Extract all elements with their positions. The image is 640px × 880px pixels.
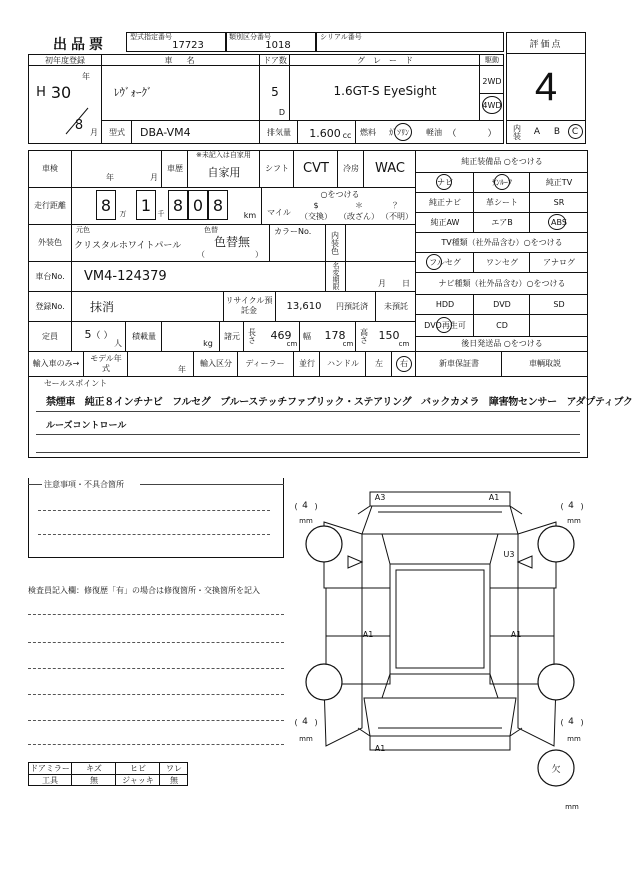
model-value: DBA-VM4 — [140, 125, 191, 139]
equip-sunroof-circle — [494, 174, 510, 190]
sales-line-2: ルーズコントロール — [46, 420, 127, 431]
legend-mirror: ドアミラー — [30, 763, 70, 773]
usage-label: 車歴 — [167, 164, 183, 173]
legend-tools-label: 工具 — [42, 775, 58, 785]
mileage-circle-note: ○をつける — [320, 189, 360, 199]
type-number-label: 型式指定番号 — [130, 32, 172, 41]
damage-right-front-fender: U3 — [503, 549, 515, 559]
later-manual[interactable]: 車輌取説 — [529, 359, 561, 368]
damage-rear-bumper: A1 — [374, 743, 386, 753]
recycle-value: 13,610 — [286, 300, 322, 312]
meigi-month: 月 — [378, 278, 386, 288]
drive-2wd[interactable]: 2WD — [482, 76, 502, 86]
length-value: 469 — [270, 328, 292, 342]
equip-leather[interactable]: 革シート — [486, 197, 518, 207]
mileage-digit-5: 8 — [212, 195, 224, 215]
nav-dvd-play[interactable]: DVD再生可 — [424, 320, 466, 330]
mileage-exchange-sym: $ — [313, 200, 319, 210]
nav-header: ナビ種類（社外品含む）○をつける — [438, 278, 566, 288]
first-reg-era: H — [36, 84, 46, 100]
front-left-wheel — [306, 526, 342, 562]
interior-color-label: 内装色 — [330, 231, 340, 255]
equip-abs[interactable]: ABS — [551, 217, 567, 227]
tire-fr-paren-l: ( — [560, 501, 564, 511]
tv-oneseg[interactable]: ワンセグ — [486, 257, 518, 267]
nav-dvd-play-circle — [436, 317, 452, 333]
tire-rl-unit: mm — [299, 735, 313, 743]
equip-navi-circle — [436, 174, 452, 190]
shift-label: シフト — [265, 164, 289, 173]
usage-value: 自家用 — [207, 166, 241, 179]
doors-value: 5 — [271, 85, 279, 99]
first-reg-month: 8 — [74, 117, 84, 133]
fuel-label: 燃料 — [360, 127, 376, 137]
recycle-label: リサイクル預託金 — [225, 296, 273, 315]
reg-label: 登録No. — [35, 301, 65, 311]
length-label: 長さ — [247, 328, 257, 344]
inspection-month: 月 — [150, 172, 158, 182]
damage-front-bumper-left: A3 — [374, 492, 386, 502]
meigi-day: 日 — [402, 278, 410, 288]
nav-sd[interactable]: SD — [553, 299, 565, 309]
form-title: 出品票 — [53, 37, 107, 53]
rear-left-wheel — [306, 664, 342, 700]
nav-dvd[interactable]: DVD — [493, 299, 511, 309]
model-year-unit: 年 — [178, 364, 186, 374]
spare-unit: mm — [565, 803, 579, 811]
equip-sunroof[interactable]: ｻﾝﾙｰﾌ — [492, 177, 512, 187]
legend-tools-value: 無 — [90, 775, 98, 785]
capacity-paren-l: （ — [91, 330, 101, 341]
legend-break: ワレ — [166, 763, 182, 773]
height-value: 150 — [378, 328, 400, 342]
ac-value: WAC — [375, 161, 405, 176]
legend-crack: ヒビ — [130, 763, 146, 773]
mileage-unknown[interactable]: （不明） — [381, 211, 413, 221]
equip-navi[interactable]: ナビ — [437, 177, 453, 187]
tire-rr-unit: mm — [567, 735, 581, 743]
tire-rr-paren-r: ) — [580, 717, 584, 727]
mileage-man: 万 — [119, 210, 127, 218]
class-number-label: 類別区分番号 — [229, 32, 271, 41]
tire-fl-value: 4 — [302, 501, 308, 511]
fuel-diesel[interactable]: 軽油 — [426, 127, 442, 137]
mileage-digit-3: 8 — [172, 195, 184, 215]
tv-header: TV種類（社外品含む）○をつける — [441, 237, 563, 247]
nav-cd[interactable]: CD — [496, 320, 508, 330]
equip-header: 純正装備品 ○をつける — [461, 156, 543, 166]
capacity-label: 定員 — [42, 331, 58, 341]
notes-box — [28, 478, 284, 558]
car-name-value: ﾚｳﾞｫｰｸﾞ — [114, 86, 153, 99]
interior-a[interactable]: A — [533, 127, 541, 137]
mileage-modified[interactable]: （改ざん） — [339, 211, 379, 221]
ac-label: 冷房 — [343, 164, 359, 173]
mileage-exchange[interactable]: （交換） — [300, 211, 332, 221]
displacement-value: 1.600 — [309, 126, 341, 140]
first-reg-year: 30 — [50, 82, 72, 102]
import-parallel[interactable]: 並行 — [299, 359, 315, 368]
damage-right-rear-door: A1 — [510, 629, 522, 639]
nav-hdd[interactable]: HDD — [435, 299, 455, 309]
mileage-unknown-sym: ？ — [393, 200, 401, 210]
notes-title: 注意事項・不具合箇所 — [44, 479, 124, 489]
inspection-label: 車検 — [42, 164, 58, 173]
equip-genuine-navi[interactable]: 純正ナビ — [429, 197, 461, 207]
load-unit: kg — [203, 338, 213, 348]
later-warranty[interactable]: 新車保証書 — [439, 359, 479, 368]
recycle-unpaid[interactable]: 未預託 — [384, 301, 408, 311]
tire-fr-unit: mm — [567, 517, 581, 525]
interior-label: 内装 — [512, 124, 522, 140]
mileage-sen: 千 — [157, 210, 165, 218]
later-header: 後日発送品 ○をつける — [461, 339, 543, 348]
handle-left[interactable]: 左 — [375, 359, 383, 368]
interior-c[interactable]: C — [571, 127, 579, 137]
capacity-value: 5 — [84, 327, 92, 341]
doors-label: ドア数 — [263, 55, 287, 65]
tire-fl-paren-r: ) — [314, 501, 318, 511]
mileage-modified-sym: ＊ — [355, 200, 363, 210]
mileage-unit: km — [243, 210, 257, 220]
drive-label: 駆動 — [485, 56, 499, 64]
type-number-value: 17723 — [172, 40, 204, 51]
tire-rl-paren-l: ( — [294, 717, 298, 727]
length-unit: cm — [286, 340, 298, 348]
color-paren-r: ） — [255, 249, 263, 259]
capacity-unit: 人 — [114, 338, 122, 348]
tv-analog[interactable]: アナログ — [543, 257, 575, 267]
spare-value: 欠 — [551, 764, 561, 775]
mileage-mile[interactable]: マイル — [267, 207, 291, 217]
equip-abs-circle — [548, 214, 566, 230]
legend-jack-label: ジャッキ — [122, 775, 154, 785]
grade-value: 1.6GT-S EyeSight — [333, 84, 437, 98]
import-div-label: 輸入区分 — [200, 359, 232, 368]
mileage-digit-4: 0 — [192, 195, 204, 215]
fuel-gasoline[interactable]: ｶﾞｿﾘﾝ — [389, 127, 409, 137]
tire-fr-value: 4 — [568, 501, 574, 511]
recycle-unit: 円預託済 — [336, 301, 368, 311]
color-change-label: 色替 — [204, 226, 218, 234]
color-label: 外装色 — [38, 238, 62, 247]
orig-color-label: 元色 — [76, 226, 90, 234]
displacement-unit: cc — [342, 130, 352, 140]
grade-label: グ レ ー ド — [357, 55, 413, 65]
tire-fl-paren-l: ( — [294, 501, 298, 511]
damage-left-rear-door: A1 — [362, 629, 374, 639]
equip-tv[interactable]: 純正TV — [545, 177, 573, 187]
tire-rr-value: 4 — [568, 717, 574, 727]
tire-fr-paren-r: ) — [580, 501, 584, 511]
dims-label: 諸元 — [224, 331, 240, 341]
equip-sr[interactable]: SR — [553, 197, 565, 207]
sales-line-1: 禁煙車 純正８インチナビ フルセグ ブルーステッチファブリック・ステアリング バックカメラ 障害物センサー アダプティブク — [46, 396, 633, 408]
vin-value: VM4-124379 — [84, 268, 167, 284]
drive-4wd[interactable]: 4WD — [482, 100, 502, 110]
legend-scratch: キズ — [86, 763, 102, 773]
displacement-label: 排気量 — [267, 127, 291, 137]
meigi-label: 名変期限 — [332, 262, 340, 290]
width-unit: cm — [342, 340, 354, 348]
front-right-wheel — [538, 526, 574, 562]
handle-right[interactable]: 右 — [400, 359, 408, 368]
equip-airbag[interactable]: エアB — [491, 217, 513, 227]
first-reg-month-unit: 月 — [90, 127, 98, 137]
height-unit: cm — [398, 340, 410, 348]
first-reg-year-unit: 年 — [82, 71, 90, 81]
tv-fullseg[interactable]: フルセグ — [429, 257, 461, 267]
load-label: 積載量 — [132, 331, 156, 341]
color-paren-l: （ — [197, 249, 205, 259]
car-name-label: 車 名 — [164, 55, 198, 65]
fuel-paren-l: （ — [447, 128, 457, 139]
tire-fl-unit: mm — [299, 517, 313, 525]
orig-color-value: クリスタルホワイトパール — [74, 240, 182, 251]
capacity-paren-r: ） — [103, 330, 113, 341]
height-label: 高さ — [359, 328, 369, 344]
damage-front-bumper-right: A1 — [488, 492, 500, 502]
mileage-digit-1: 8 — [100, 195, 112, 215]
tire-rr-paren-l: ( — [560, 717, 564, 727]
model-label: 型式 — [109, 127, 125, 137]
tire-rl-paren-r: ) — [314, 717, 318, 727]
grade-score-value: 4 — [534, 64, 558, 109]
shift-value: CVT — [303, 161, 329, 176]
inspector-note: 検査員記入欄：修復歴「有」の場合は修復箇所・交換箇所を記入 — [28, 585, 260, 595]
interior-b[interactable]: B — [553, 127, 561, 137]
reg-value: 抹消 — [90, 299, 115, 314]
car-diagram — [292, 484, 592, 794]
color-change-value: 色替無 — [213, 234, 250, 249]
model-year-label: モデル年式 — [90, 353, 122, 373]
tire-rl-value: 4 — [302, 717, 308, 727]
fuel-paren-r: ） — [487, 128, 497, 139]
usage-note: ※未記入は自家用 — [196, 151, 251, 159]
handle-label: ハンドル — [327, 359, 359, 368]
door-type: D — [278, 107, 286, 117]
grade-score-label: 評価点 — [529, 39, 563, 50]
drive-4wd-circle — [482, 96, 502, 114]
serial-number-label: シリアル番号 — [320, 32, 362, 41]
inspection-year: 年 — [106, 172, 114, 182]
tv-fullseg-circle — [426, 254, 442, 270]
width-value: 178 — [324, 328, 346, 342]
rear-right-wheel — [538, 664, 574, 700]
handle-right-circle — [396, 356, 412, 372]
first-reg-label: 初年度登録 — [45, 55, 85, 65]
legend-jack-value: 無 — [170, 775, 178, 785]
import-label: 輸入車のみ→ — [32, 359, 80, 368]
color-no-label: カラーNo. — [274, 226, 312, 236]
mileage-label: 走行距離 — [34, 201, 66, 210]
import-dealer[interactable]: ディーラー — [245, 359, 285, 368]
interior-c-circle — [568, 124, 583, 139]
sales-label: セールスポイント — [44, 378, 108, 388]
fuel-gasoline-circle — [394, 123, 412, 141]
equip-aw[interactable]: 純正AW — [430, 217, 460, 227]
vin-label: 車台No. — [35, 271, 65, 281]
mileage-digit-2: 1 — [140, 195, 152, 215]
width-label: 幅 — [303, 331, 311, 341]
class-number-value: 1018 — [265, 40, 291, 51]
